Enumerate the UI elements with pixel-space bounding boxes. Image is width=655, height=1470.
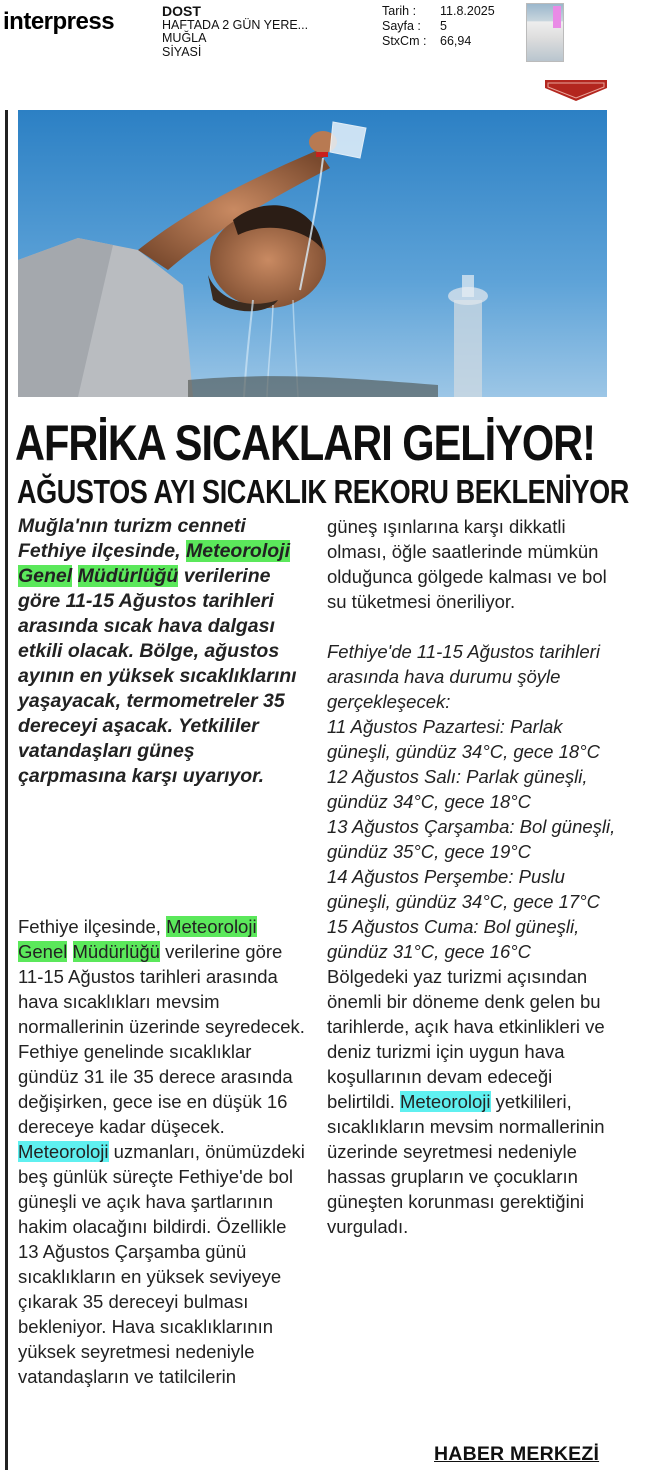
lead-highlight-genel: Genel: [18, 565, 73, 587]
article-body-column-1: [18, 914, 308, 1389]
page-value: 5: [440, 19, 447, 33]
body1-text-2: verilerine göre 11-15 Ağustos tarihleri arasında hava sıcaklıkları mevsim normallerinin üzerinde seyredecek. Fethiye genelinde sıcaklıklar gündüz 31 ile 35 derece arasında değişirken, gece ise en düşük 16 dereceye kadar düşecek.: [18, 941, 305, 1137]
lead-text-1: Muğla'nın turizm cenneti Fethiye ilçesinde,: [18, 515, 246, 562]
body1-highlight-meteoroloji-2: Meteoroloji: [18, 1141, 109, 1162]
article-subheadline: AĞUSTOS AYI SICAKLIK REKORU BEKLENİYOR: [17, 473, 629, 510]
body2-text-2: Bölgedeki yaz turizmi açısından önemli bir döneme denk gelen bu tarihlerde, açık hava etkinlikleri ve deniz turizmi için uygun hava koşullarının devam edeceği belirtildi.: [327, 966, 605, 1112]
publication-region: MUĞLA: [162, 31, 207, 45]
page-thumbnail[interactable]: [526, 3, 564, 62]
publication-frequency: HAFTADA 2 GÜN YERE...: [162, 17, 309, 32]
publication-info: [162, 5, 308, 59]
stxcm-value: 66,94: [440, 34, 472, 48]
body1-highlight-mudurlugu: Müdürlüğü: [72, 941, 160, 962]
body1-highlight-meteoroloji: Meteoroloji: [166, 916, 257, 937]
page-label: Sayfa :: [382, 19, 421, 33]
forecast-item: 13 Ağustos Çarşamba: Bol güneşli, gündüz 35°C, gece 19°C: [327, 816, 616, 862]
article-headline: AFRİKA SICAKLARI GELİYOR!: [15, 415, 595, 471]
body1-text-3: uzmanları, önümüzdeki beş günlük süreçte Fethiye'de bol güneşli ve açık hava şartlarının hakim olacağını bildirdi. Özellikle 13 Ağustos Çarşamba günü sıcaklıkların en yüksek seviyeye çıkarak 35 dereceyi bulması bekleniyor. Hava sıcaklıklarının yüksek seyretmesi nedeniyle vatandaşların ve tatilcilerin: [18, 1141, 305, 1387]
forecast-intro: Fethiye'de 11-15 Ağustos tarihleri arasında hava durumu şöyle gerçekleşecek:: [327, 641, 600, 712]
date-value: 11.8.2025: [440, 4, 495, 18]
body2-closing: [327, 964, 617, 1239]
forecast-item: 15 Ağustos Cuma: Bol güneşli, gündüz 31°C, gece 16°C: [327, 916, 580, 962]
body1-text-1: Fethiye ilçesinde,: [18, 916, 161, 937]
body2-text-3: yetkilileri, sıcaklıkların mevsim normallerinin üzerinde seyretmesi nedeniyle hassas grupların ve çocukların güneşten korunması gerektiğini vurguladı.: [327, 1091, 605, 1237]
article-byline: HABER MERKEZİ: [434, 1443, 600, 1465]
body2-text-1: güneş ışınlarına karşı dikkatli olması, öğle saatlerinde mümkün olduğunca gölgede kalması ve bol su tüketmesi öneriliyor.: [327, 516, 607, 612]
article-body-column-2: [327, 514, 617, 1239]
left-column-rule: [5, 110, 8, 1470]
clipping-meta: [382, 4, 495, 49]
lead-text-2: verilerine göre 11-15 Ağustos tarihleri arasında sıcak hava dalgası etkili olacak. Bölge, ağustos ayının en yüksek sıcaklıklarını yaşayacak, termometreler 35 dereceyi aşacak. Yetkililer vatandaşları güneş çarpmasına karşı uyarıyor.: [18, 565, 297, 787]
date-label: Tarih :: [382, 4, 417, 18]
interpress-logo: interpress: [3, 8, 115, 35]
body1-highlight-genel: Genel: [18, 941, 68, 962]
lead-highlight-meteoroloji: Meteoroloji: [185, 540, 290, 562]
lead-highlight-mudurlugu: Müdürlüğü: [77, 565, 179, 587]
article-photo: [18, 110, 607, 397]
article-lead: [18, 514, 308, 789]
ribbon-icon: [545, 80, 607, 102]
publication-name: DOST: [162, 3, 201, 19]
forecast-item: 14 Ağustos Perşembe: Puslu güneşli, gündüz 34°C, gece 17°C: [327, 866, 600, 912]
publication-category: SİYASİ: [162, 44, 202, 59]
forecast-item: 11 Ağustos Pazartesi: Parlak güneşli, gündüz 34°C, gece 18°C: [327, 716, 600, 762]
forecast-item: 12 Ağustos Salı: Parlak güneşli, gündüz 34°C, gece 18°C: [327, 766, 588, 812]
stxcm-label: StxCm :: [382, 34, 427, 48]
body2-highlight-meteoroloji: Meteoroloji: [400, 1091, 491, 1112]
